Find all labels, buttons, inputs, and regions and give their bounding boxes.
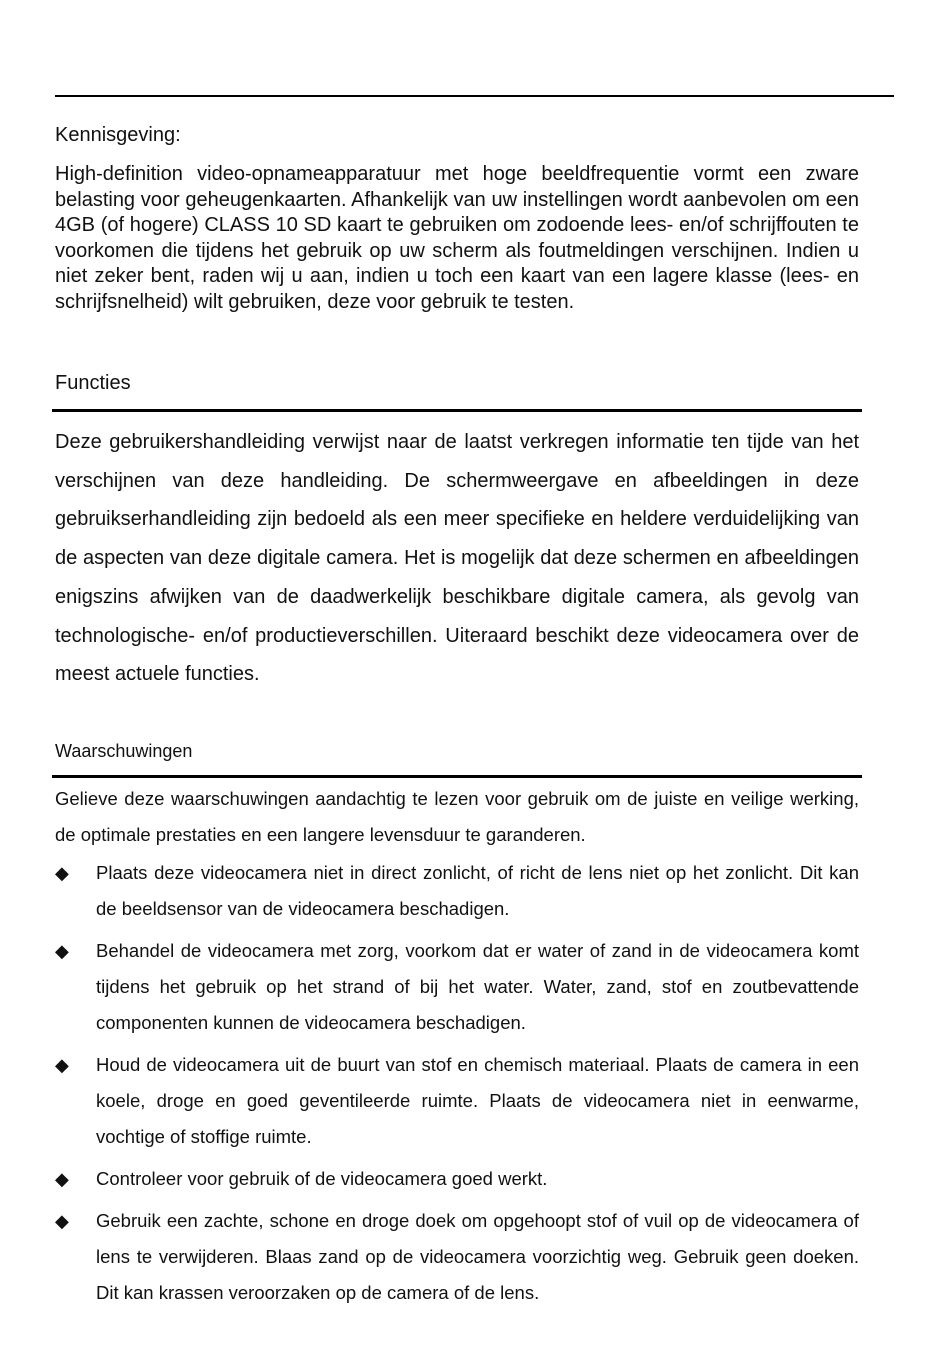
list-item-text: Houd de videocamera uit de buurt van stof en chemisch materiaal. Plaats de camera in een koele, droge en goed geventileerde ruimte. Plaats de videocamera niet in eenwarme, vochtige of stoffige ruimte. xyxy=(96,1054,859,1147)
warnings-title: Waarschuwingen xyxy=(55,741,193,761)
notice-body: High-definition video-opnameapparatuur met hoge beeldfrequentie vormt een zware belasting voor geheugenkaarten. Afhankelijk van uw instellingen wordt aanbevolen om een 4GB (of hogere) CLASS 10 SD kaart te gebruiken om zodoende lees- en/of schrijffouten te voorkomen die tijdens het gebruik op uw scherm als foutmeldingen verschijnen. Indien u niet zeker bent, raden wij u aan, indien u toch een kaart van een lagere klasse (lees- en schrijfsnelheid) wilt gebruiken, deze voor gebruik te testen. xyxy=(55,163,859,313)
diamond-bullet-icon: ◆ xyxy=(55,1169,69,1189)
list-item xyxy=(55,855,859,927)
list-item-text: Controleer voor gebruik of de videocamera goed werkt. xyxy=(96,1168,548,1189)
warnings-rule xyxy=(52,775,862,778)
functions-rule xyxy=(52,409,862,412)
functions-title: Functies xyxy=(55,372,131,394)
list-item-text: Gebruik een zachte, schone en droge doek om opgehoopt stof of vuil op de videocamera of lens te verwijderen. Blaas zand op de videocamera voorzichtig weg. Gebruik geen doeken. Dit kan krassen veroorzaken op de camera of de lens. xyxy=(96,1210,859,1303)
diamond-bullet-icon: ◆ xyxy=(55,1055,69,1075)
top-rule xyxy=(55,95,894,97)
list-item xyxy=(55,1161,859,1197)
notice-title: Kennisgeving: xyxy=(55,124,181,146)
warnings-intro: Gelieve deze waarschuwingen aandachtig te lezen voor gebruik om de juiste en veilige werking, de optimale prestaties en een langere levensduur te garanderen. xyxy=(55,788,859,845)
list-item xyxy=(55,933,859,1041)
list-item xyxy=(55,1047,859,1155)
functions-body: Deze gebruikershandleiding verwijst naar de laatst verkregen informatie ten tijde van het verschijnen van deze handleiding. De schermweergave en afbeeldingen in deze gebruikserhandleiding zijn bedoeld als een meer specifieke en heldere verduidelijking van de aspecten van deze digitale camera. Het is mogelijk dat deze schermen en afbeeldingen enigszins afwijken van de daadwerkelijk beschikbare digitale camera, als gevolg van technologische- en/of productieverschillen. Uiteraard beschikt deze videocamera over de meest actuele functies. xyxy=(55,431,859,686)
list-item xyxy=(55,1203,859,1311)
diamond-bullet-icon: ◆ xyxy=(55,1211,69,1231)
list-item-text: Behandel de videocamera met zorg, voorkom dat er water of zand in de videocamera komt tijdens het gebruik op het strand of bij het water. Water, zand, stof en zoutbevattende componenten kunnen de videocamera beschadigen. xyxy=(96,940,859,1033)
diamond-bullet-icon: ◆ xyxy=(55,941,69,961)
list-item-text: Plaats deze videocamera niet in direct zonlicht, of richt de lens niet op het zonlicht. Dit kan de beeldsensor van de videocamera beschadigen. xyxy=(96,862,859,919)
diamond-bullet-icon: ◆ xyxy=(55,863,69,883)
warnings-list xyxy=(55,855,859,1317)
